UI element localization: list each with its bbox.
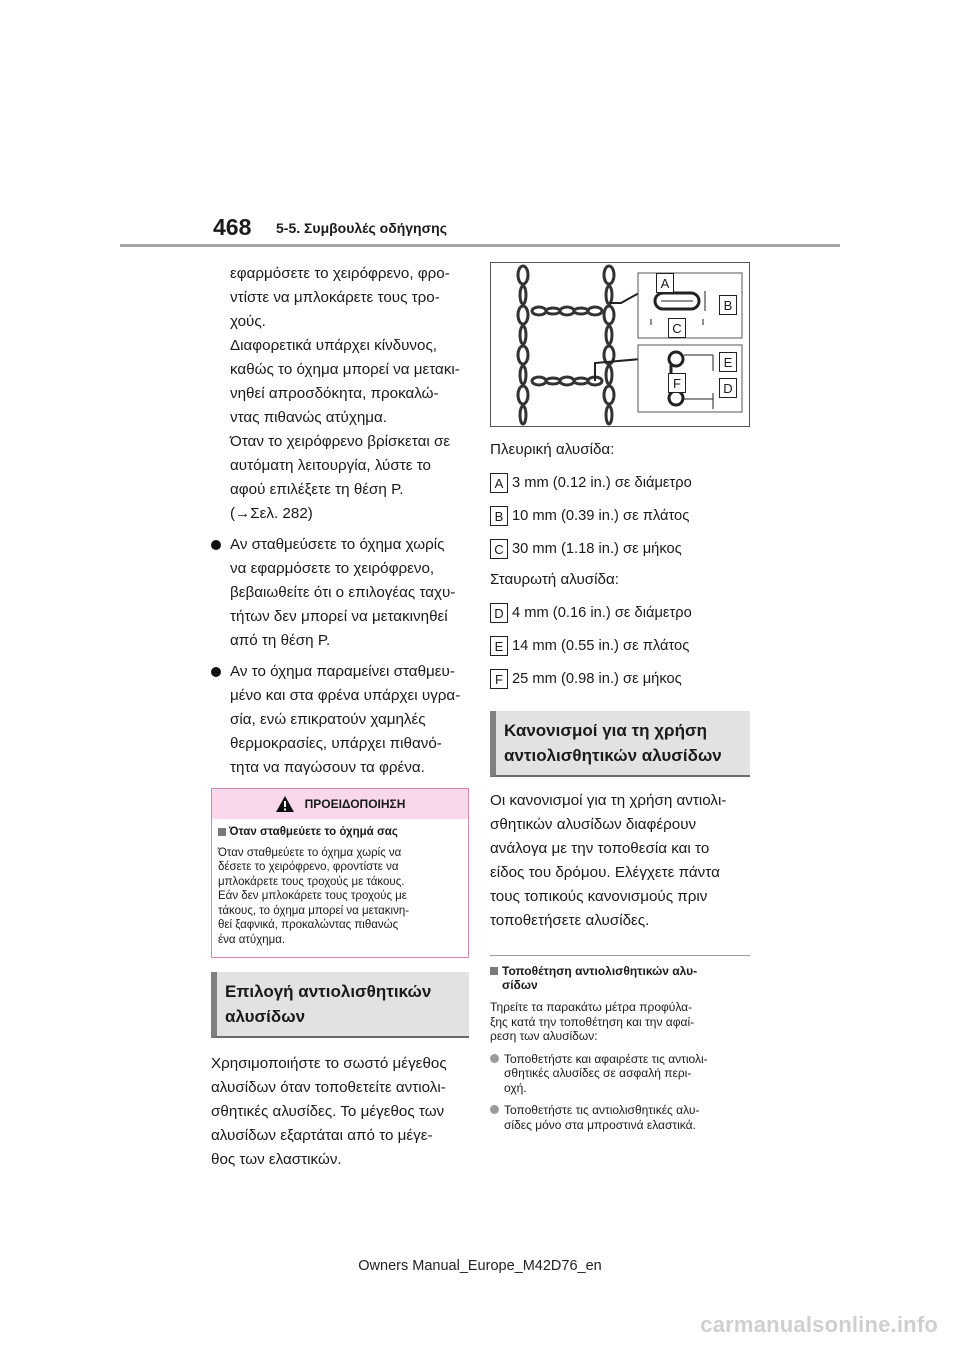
chain-size-diagram	[490, 262, 750, 427]
text-line: εφαρμόσετε το χειρόφρενο, φρο-	[230, 265, 450, 282]
heading-line: Κανονισμοί για τη χρήση	[504, 721, 707, 740]
spec-row	[490, 471, 750, 495]
side-chain-title: Πλευρική αλυσίδα:	[490, 441, 615, 458]
subsection-bullet	[490, 1052, 750, 1096]
diagram-label-e: E	[719, 352, 737, 372]
warning-triangle-icon	[275, 795, 295, 813]
square-bullet-icon	[490, 967, 498, 975]
subsection-title	[490, 964, 750, 992]
text-line: δέσετε το χειρόφρενο, φροντίστε να	[218, 861, 399, 873]
diagram-label-b: B	[719, 295, 737, 315]
text-line: ρεση των αλυσίδων:	[490, 1029, 598, 1043]
text-line: είδος του δρόμου. Ελέγχετε πάντα	[490, 864, 720, 881]
subsection-installing-chains	[490, 955, 750, 1132]
bullet-item	[211, 660, 469, 780]
spec-letter: A	[490, 473, 508, 493]
text-line: Αν σταθμεύσετε το όχημα χωρίς	[230, 536, 445, 553]
bullet-dot-icon	[490, 1054, 499, 1063]
spec-row	[490, 634, 750, 658]
footer-document-id: Owners Manual_Europe_M42D76_en	[358, 1258, 602, 1274]
bullet-dot-icon	[211, 540, 221, 550]
right-column	[490, 262, 750, 1132]
warning-title: ΠΡΟΕΙΔΟΠΟΙΗΣΗ	[304, 797, 406, 811]
text-line: τους τοπικούς κανονισμούς πριν	[490, 888, 708, 905]
text-line: τοποθετήσετε αλυσίδες.	[490, 912, 650, 929]
spec-text: 4 mm (0.16 in.) σε διάμετρο	[512, 605, 692, 621]
watermark[interactable]: carmanualsonline.info	[700, 1312, 938, 1337]
text-line: Αν το όχημα παραμείνει σταθμευ-	[230, 663, 455, 680]
text-line: ντίστε να μπλοκάρετε τους τρο-	[230, 289, 440, 306]
text-line: αφού επιλέξετε τη θέση P.	[230, 481, 404, 498]
page-reference-link[interactable]: (→Σελ. 282)	[230, 505, 313, 522]
diagram-label-d: D	[719, 378, 737, 398]
text-line: Χρησιμοποιήστε το σωστό μέγεθος	[211, 1055, 447, 1072]
text-line: ντας πιθανώς ατύχημα.	[230, 409, 388, 426]
square-bullet-icon	[218, 828, 226, 836]
spec-row	[490, 537, 750, 561]
section-heading-chain-regulations	[490, 711, 750, 777]
chain-illustration	[491, 263, 749, 426]
intro-paragraph	[211, 262, 469, 526]
heading-line: αλυσίδων	[225, 1007, 306, 1026]
diagram-label-f: F	[668, 373, 686, 393]
text-line: αυτόματη λειτουργία, λύστε το	[230, 457, 431, 474]
subsection-intro	[490, 1000, 750, 1044]
spec-text: 30 mm (1.18 in.) σε μήκος	[512, 541, 682, 557]
text-line: Τηρείτε τα παρακάτω μέτρα προφύλα-	[490, 1000, 693, 1014]
text-line: βεβαιωθείτε ότι ο επιλογέας ταχυ-	[230, 584, 456, 601]
spec-row	[490, 601, 750, 625]
spec-row	[490, 667, 750, 691]
spec-text: 25 mm (0.98 in.) σε μήκος	[512, 671, 682, 687]
text-line: Τοποθετήστε και αφαιρέστε τις αντιολι-	[504, 1051, 708, 1066]
heading-line: Επιλογή αντιολισθητικών	[225, 982, 432, 1001]
spec-letter: F	[490, 669, 508, 689]
text-line: μπλοκάρετε τους τροχούς με τάκους.	[218, 875, 405, 888]
warning-box	[211, 788, 469, 958]
text-line: νηθεί απροσδόκητα, προκαλώ-	[230, 385, 439, 402]
text-line: ξης κατά την τοποθέτηση και την αφαί-	[490, 1014, 695, 1029]
text-line: αλυσίδων εξαρτάται από το μέγε-	[211, 1127, 433, 1144]
text-line: από τη θέση P.	[230, 632, 331, 649]
section-paragraph	[490, 789, 750, 933]
cross-chain-title: Σταυρωτή αλυσίδα:	[490, 571, 619, 588]
text-line: Όταν το χειρόφρενο βρίσκεται σε	[230, 433, 451, 450]
spec-text: 14 mm (0.55 in.) σε πλάτος	[512, 638, 690, 654]
text-line: αλυσίδων όταν τοποθετείτε αντιολι-	[211, 1079, 446, 1096]
text-line: καθώς το όχημα μπορεί να μετακι-	[230, 361, 460, 378]
heading-line: αντιολισθητικών αλυσίδων	[504, 746, 722, 765]
text-line: σθητικές αλυσίδες σε ασφαλή περι-	[504, 1066, 692, 1080]
spec-text: 3 mm (0.12 in.) σε διάμετρο	[512, 475, 692, 491]
text-line: θος των ελαστικών.	[211, 1151, 342, 1168]
heading-line: σίδων	[502, 978, 538, 992]
warning-subtitle-text: Όταν σταθμεύετε το όχημά σας	[229, 826, 398, 838]
bullet-item	[211, 533, 469, 653]
text-line: τητα να παγώσουν τα φρένα.	[230, 759, 425, 776]
text-line: θεί ξαφνικά, προκαλώντας πιθανώς	[218, 919, 399, 931]
diagram-label-a: A	[656, 273, 674, 293]
text-line: τήτων δεν μπορεί να μετακινηθεί	[230, 608, 448, 625]
text-line: θερμοκρασίες, υπάρχει πιθανό-	[230, 735, 442, 752]
section-reference: 5-5. Συμβουλές οδήγησης	[276, 220, 447, 236]
text-line: σθητικών αλυσίδων διαφέρουν	[490, 816, 697, 833]
warning-subtitle	[218, 825, 462, 840]
section-paragraph	[211, 1052, 469, 1172]
warning-body	[212, 819, 468, 957]
left-column	[211, 262, 469, 1172]
text-line: Οι κανονισμοί για τη χρήση αντιολι-	[490, 792, 727, 809]
text-line: Εάν δεν μπλοκάρετε τους τροχούς με	[218, 890, 407, 902]
text-line: τάκους, το όχημα μπορεί να μετακινη-	[218, 904, 410, 917]
warning-header	[212, 789, 468, 819]
spec-letter: C	[490, 539, 508, 559]
bullet-dot-icon	[490, 1105, 499, 1114]
text-line: οχή.	[504, 1080, 527, 1095]
heading-line: Τοποθέτηση αντιολισθητικών αλυ-	[502, 964, 698, 978]
subsection-bullet	[490, 1103, 750, 1132]
text-line: σία, ενώ επικρατούν χαμηλές	[230, 711, 426, 728]
spec-letter: B	[490, 506, 508, 526]
text-line: να εφαρμόσετε το χειρόφρενο,	[230, 560, 435, 577]
text-line: ένα ατύχημα.	[218, 933, 286, 946]
header-rule	[120, 244, 840, 247]
bullet-dot-icon	[211, 667, 221, 677]
text-line: χούς.	[230, 313, 266, 330]
text-line: σθητικές αλυσίδες. Το μέγεθος των	[211, 1103, 445, 1120]
text-line: Τοποθετήστε τις αντιολισθητικές αλυ-	[504, 1103, 700, 1117]
spec-letter: E	[490, 636, 508, 656]
diagram-label-c: C	[668, 318, 686, 338]
spec-row	[490, 504, 750, 528]
spec-text: 10 mm (0.39 in.) σε πλάτος	[512, 508, 690, 524]
text-line: Διαφορετικά υπάρχει κίνδυνος,	[230, 337, 438, 354]
text-line: Όταν σταθμεύετε το όχημα χωρίς να	[218, 846, 402, 859]
page-number: 468	[213, 214, 252, 240]
spec-letter: D	[490, 603, 508, 623]
text-line: σίδες μόνο στα μπροστινά ελαστικά.	[504, 1117, 696, 1132]
section-heading-chain-selection	[211, 972, 469, 1038]
text-line: ανάλογα με την τοποθεσία και το	[490, 840, 710, 857]
text-line: μένο και στα φρένα υπάρχει υγρα-	[230, 687, 461, 704]
